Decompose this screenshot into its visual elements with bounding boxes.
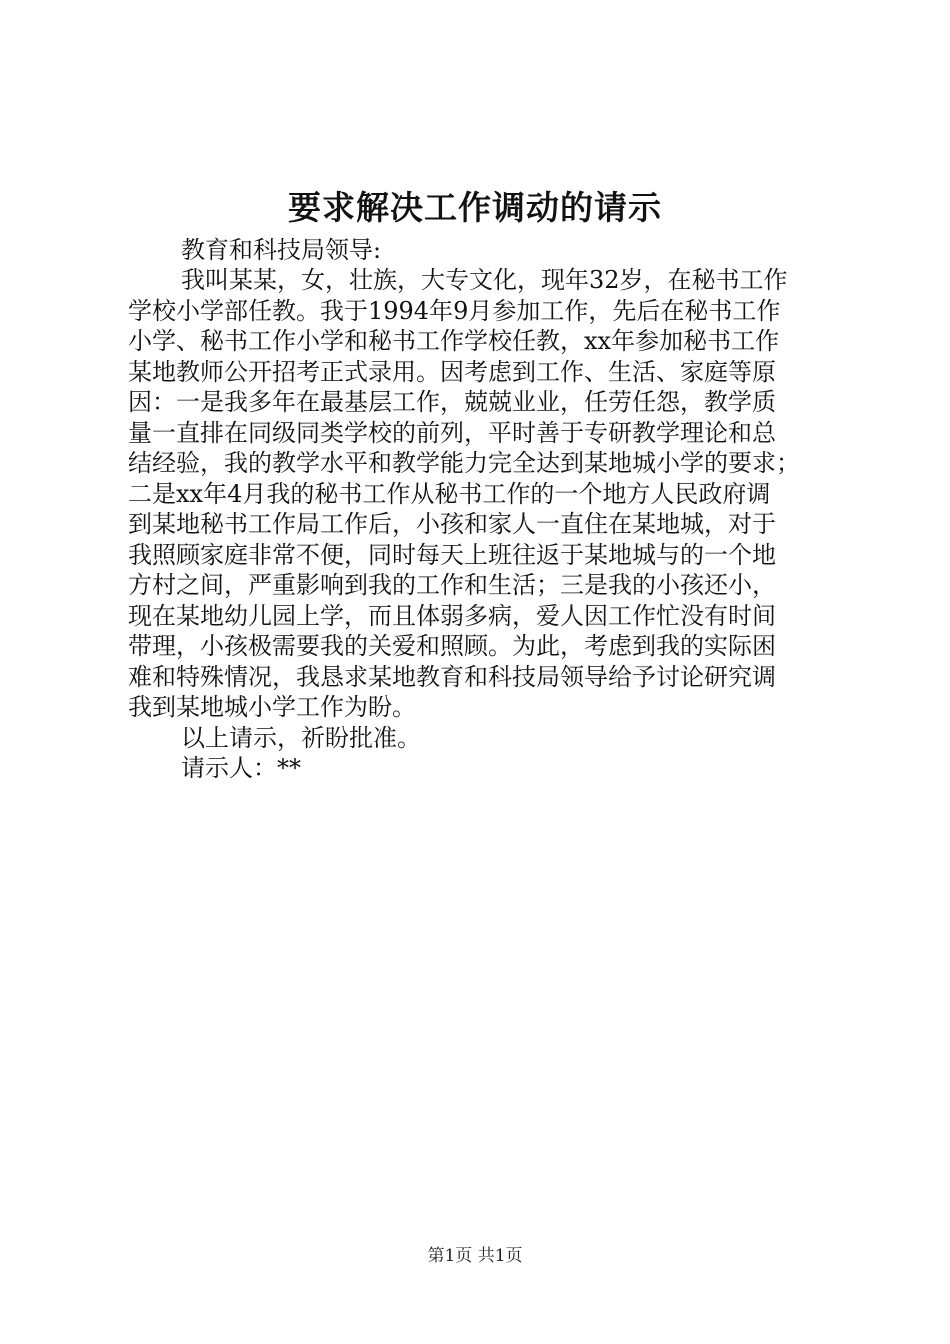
body-line: 我叫某某，女，壮族，大专文化，现年32岁，在秘书工作 [181,266,788,294]
body-line: 量一直排在同级同类学校的前列，平时善于专研教学理论和总 [128,419,776,447]
body-line: 因：一是我多年在最基层工作，兢兢业业，任劳任怨，教学质 [128,388,776,416]
body-line: 我照顾家庭非常不便，同时每天上班往返于某地城与的一个地 [128,541,776,569]
document-title: 要求解决工作调动的请示 [288,188,662,227]
signature-line: 请示人：** [181,754,301,782]
page-number-footer: 第1页 共1页 [427,1246,523,1266]
body-line: 到某地秘书工作局工作后，小孩和家人一直住在某地城，对于 [128,510,776,538]
body-line: 小学、秘书工作小学和秘书工作学校任教，xx年参加秘书工作 [128,327,780,355]
salutation: 教育和科技局领导: [181,236,382,264]
body-line: 二是xx年4月我的秘书工作从秘书工作的一个地方人民政府调 [128,480,771,508]
closing-line: 以上请示，祈盼批准。 [181,724,421,752]
body-line: 难和特殊情况，我恳求某地教育和科技局领导给予讨论研究调 [128,663,776,691]
body-line: 现在某地幼儿园上学，而且体弱多病，爱人因工作忙没有时间 [128,602,776,630]
body-line: 方村之间，严重影响到我的工作和生活；三是我的小孩还小， [128,571,776,599]
body-line: 某地教师公开招考正式录用。因考虑到工作、生活、家庭等原 [128,358,776,386]
body-line: 带理，小孩极需要我的关爱和照顾。为此，考虑到我的实际困 [128,632,776,660]
body-line: 学校小学部任教。我于1994年9月参加工作，先后在秘书工作 [128,297,781,325]
body-line: 我到某地城小学工作为盼。 [128,693,416,721]
body-line: 结经验，我的教学水平和教学能力完全达到某地城小学的要求； [128,449,800,477]
